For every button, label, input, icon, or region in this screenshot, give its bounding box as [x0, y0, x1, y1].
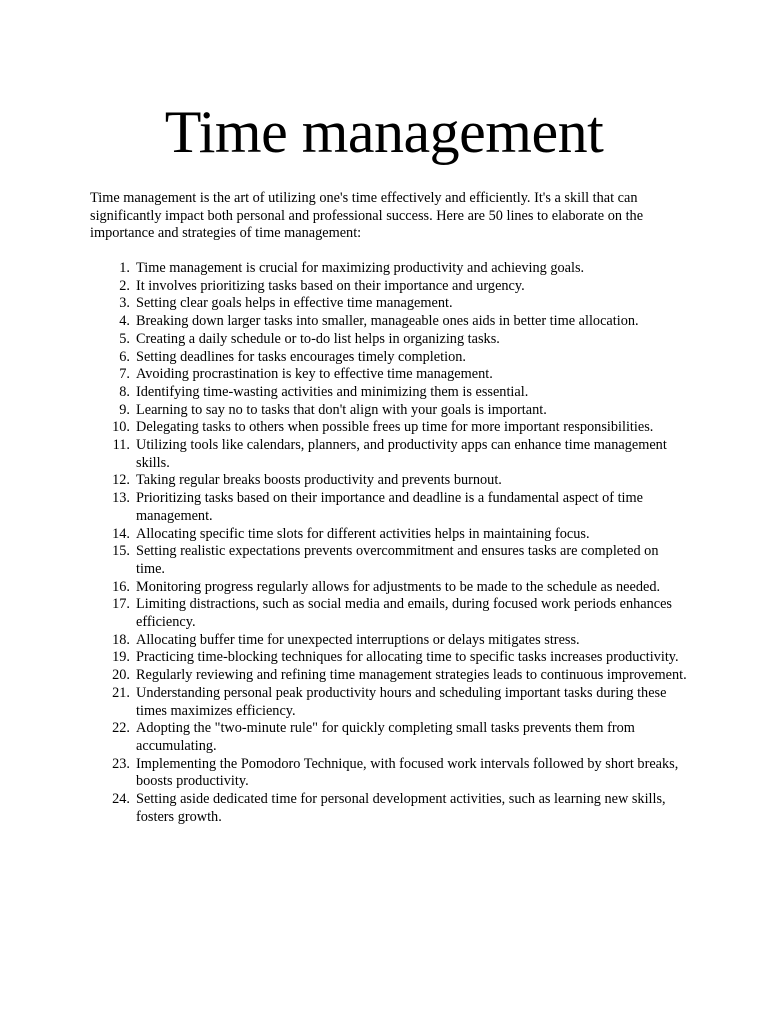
list-item-text: Time management is crucial for maximizing productivity and achieving goals. — [136, 260, 585, 276]
list-item-text: Taking regular breaks boosts productivity and prevents burnout. — [136, 472, 502, 489]
intro-paragraph: Time management is the art of utilizing one's time effectively and efficiently. It's a skill that can significantly impact both personal and professional success. Here are 50 lines to elaborate on the importance and strategies of time management: — [90, 190, 644, 242]
list-item — [90, 791, 690, 826]
list-item-number: 11. — [112, 437, 130, 454]
list-item — [90, 278, 690, 296]
list-item-number: 12. — [112, 472, 130, 489]
list-item — [90, 384, 690, 402]
list-item-number: 18. — [112, 631, 130, 648]
list-item-text: Setting deadlines for tasks encourages timely completion. — [136, 348, 466, 365]
list-item-text: Setting aside dedicated time for personal development activities, such as learning new skills, fosters growth. — [136, 791, 666, 825]
list-item-text: Practicing time-blocking techniques for allocating time to specific tasks increases productivity. — [136, 649, 679, 666]
list-item — [90, 331, 690, 349]
list-item-text: Understanding personal peak productivity hours and scheduling important tasks during these times maximizes efficiency. — [136, 684, 667, 719]
numbered-list — [90, 260, 690, 827]
list-item-number: 8. — [119, 383, 130, 400]
list-item — [90, 349, 690, 367]
list-item-number: 22. — [112, 720, 130, 737]
list-item-number: 1. — [119, 260, 130, 276]
list-item — [90, 402, 690, 420]
list-item-number: 16. — [112, 578, 130, 595]
list-item — [90, 472, 690, 490]
list-item-text: Delegating tasks to others when possible frees up time for more important responsibilities. — [136, 419, 654, 436]
list-item-number: 21. — [112, 684, 130, 701]
list-item-number: 6. — [119, 348, 130, 365]
list-item-text: Limiting distractions, such as social media and emails, during focused work periods enhances efficiency. — [136, 596, 673, 631]
list-item-number: 7. — [119, 366, 130, 383]
list-item-text: Learning to say no to tasks that don't align with your goals is important. — [136, 401, 547, 418]
list-item-text: Prioritizing tasks based on their importance and deadline is a fundamental aspect of time management. — [136, 490, 643, 524]
list-item-text: Allocating buffer time for unexpected interruptions or delays mitigates stress. — [136, 631, 580, 648]
list-item — [90, 685, 690, 720]
list-item — [90, 649, 690, 667]
list-item-number: 9. — [119, 401, 130, 418]
list-item-text: Breaking down larger tasks into smaller, manageable ones aids in better time allocation. — [136, 313, 639, 330]
list-item — [90, 579, 690, 597]
list-item-number: 14. — [112, 525, 130, 542]
list-item — [90, 490, 690, 525]
list-item — [90, 596, 690, 631]
list-item — [90, 366, 690, 384]
list-item-number: 24. — [112, 791, 130, 808]
list-item-text: Setting clear goals helps in effective time management. — [136, 295, 453, 312]
list-item — [90, 419, 690, 437]
list-item — [90, 667, 690, 685]
list-item-text: Creating a daily schedule or to-do list helps in organizing tasks. — [136, 330, 500, 347]
list-item — [90, 313, 690, 331]
list-item — [90, 260, 690, 278]
list-item-number: 13. — [112, 490, 130, 507]
list-item-text: Avoiding procrastination is key to effective time management. — [136, 366, 493, 383]
list-item — [90, 526, 690, 544]
list-item-text: Monitoring progress regularly allows for adjustments to be made to the schedule as needed. — [136, 578, 661, 595]
list-item-number: 23. — [112, 755, 130, 772]
list-item — [90, 437, 690, 472]
list-item-number: 2. — [119, 277, 130, 294]
list-item — [90, 295, 690, 313]
list-item-number: 10. — [112, 419, 130, 436]
list-item-number: 4. — [119, 313, 130, 330]
list-item-number: 5. — [119, 330, 130, 347]
list-item — [90, 543, 690, 578]
list-item-text: It involves prioritizing tasks based on their importance and urgency. — [136, 277, 525, 294]
list-item-text: Allocating specific time slots for different activities helps in maintaining focus. — [136, 525, 590, 542]
list-item-text: Utilizing tools like calendars, planners, and productivity apps can enhance time management skills. — [136, 437, 667, 471]
list-item — [90, 720, 690, 755]
list-item-number: 20. — [112, 667, 130, 684]
list-item-number: 19. — [112, 649, 130, 666]
list-item-text: Adopting the "two-minute rule" for quickly completing small tasks prevents them from accumulating. — [136, 720, 635, 754]
list-item-number: 17. — [112, 596, 130, 613]
page-title: Time management — [164, 99, 604, 165]
list-item — [90, 756, 690, 791]
list-item — [90, 632, 690, 650]
list-item-number: 15. — [112, 543, 130, 560]
list-item-text: Implementing the Pomodoro Technique, with focused work intervals followed by short breaks, boosts productivity. — [136, 755, 679, 790]
list-item-text: Setting realistic expectations prevents overcommitment and ensures tasks are completed on time. — [136, 543, 659, 577]
list-item-number: 3. — [119, 295, 130, 312]
list-item-text: Regularly reviewing and refining time management strategies leads to continuous improvement. — [136, 667, 687, 684]
list-item-text: Identifying time-wasting activities and minimizing them is essential. — [136, 383, 529, 400]
